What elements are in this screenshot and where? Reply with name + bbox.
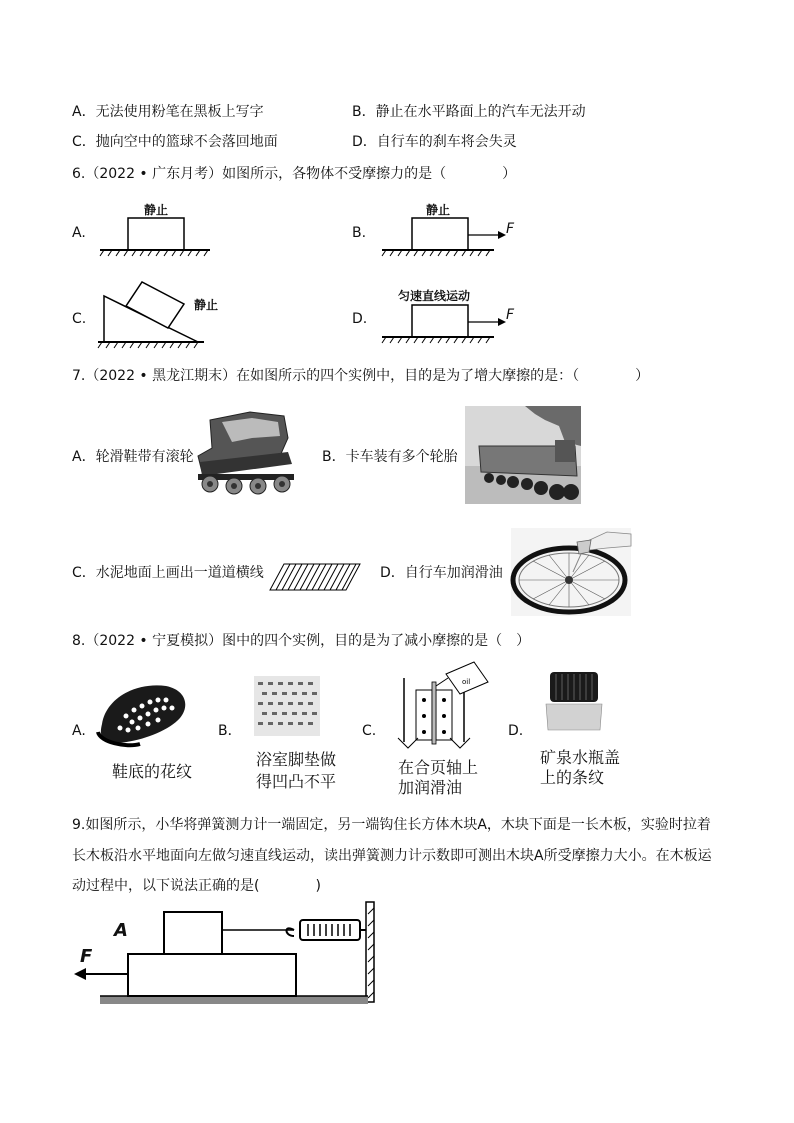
q6-stem: 6.（2022 • 广东月考）如图所示，各物体不受摩擦力的是（ ） (72, 166, 517, 182)
q6-opt-d: D. (352, 311, 368, 327)
rollerskate-image (192, 408, 302, 494)
q9-line3: 动过程中，以下说法正确的是( ) (72, 878, 321, 894)
q7-option-a: A．轮滑鞋带有滚轮 (72, 449, 194, 465)
q9-spring-scale-figure (72, 902, 378, 1006)
q6-label-static-c: 静止 (194, 298, 219, 312)
q6-label-static-b: 静止 (426, 203, 451, 217)
q9-line2: 长木板沿水平地面向左做匀速直线运动，读出弹簧测力计示数即可测出木块A所受摩擦力大小。在木板运 (72, 848, 712, 864)
q8-caption-b1: 浴室脚垫做 (256, 750, 337, 769)
q8-opt-a: A. (72, 723, 86, 739)
q8-caption-d2: 上的条纹 (540, 768, 605, 787)
bath-mat-image (254, 676, 320, 736)
q6-opt-a: A. (72, 225, 86, 241)
q5-option-c: C．抛向空中的篮球不会落回地面 (72, 134, 278, 150)
q9-block-label: A (114, 920, 128, 941)
q8-opt-d: D. (508, 723, 524, 739)
q6-opt-c: C. (72, 311, 87, 327)
q7-option-b: B．卡车装有多个轮胎 (322, 449, 458, 465)
q8-caption-c2: 加润滑油 (398, 778, 463, 797)
q6-label-static-a: 静止 (144, 203, 169, 217)
q8-caption-c1: 在合页轴上 (398, 758, 479, 777)
q9-line1: 9.如图所示，小华将弹簧测力计一端固定，另一端钩住长方体木块A，木块下面是一长木板，实验时拉着 (72, 817, 711, 833)
q8-stem: 8.（2022 • 宁夏模拟）图中的四个实例，目的是为了减小摩擦的是（ ） (72, 633, 531, 649)
q8-caption-d1: 矿泉水瓶盖 (540, 748, 621, 767)
svg-text:oil: oil (462, 678, 471, 686)
hinge-oil-image (394, 660, 490, 750)
q6-opt-b: B. (352, 225, 367, 241)
truck-image (465, 406, 581, 504)
q6-label-uniform: 匀速直线运动 (398, 289, 471, 303)
q8-caption-b2: 得凹凸不平 (256, 772, 337, 791)
q7-stem: 7.（2022 • 黑龙江期末）在如图所示的四个实例中，目的是为了增大摩擦的是：（ ） (72, 368, 650, 384)
bottle-cap-image (544, 670, 604, 732)
bicycle-wheel-image (511, 528, 631, 616)
hatched-floor-image (270, 564, 362, 592)
q9-force-label: F (80, 946, 93, 967)
q6-force-d: F (506, 307, 515, 323)
q8-opt-b: B． (218, 723, 242, 739)
q5-option-d: D．自行车的刹车将会失灵 (352, 134, 517, 150)
shoe-sole-image (96, 676, 192, 748)
q6-figure-c (98, 280, 218, 350)
q6-force-b: F (506, 221, 515, 237)
q6-figure-b (382, 200, 522, 260)
q5-option-b: B．静止在水平路面上的汽车无法开动 (352, 104, 586, 120)
q7-option-d: D．自行车加润滑油 (380, 565, 503, 581)
q8-opt-c: C. (362, 723, 377, 739)
q5-option-a: A．无法使用粉笔在黑板上写字 (72, 104, 264, 120)
q8-caption-a: 鞋底的花纹 (112, 762, 193, 781)
q7-option-c: C．水泥地面上画出一道道横线 (72, 565, 264, 581)
